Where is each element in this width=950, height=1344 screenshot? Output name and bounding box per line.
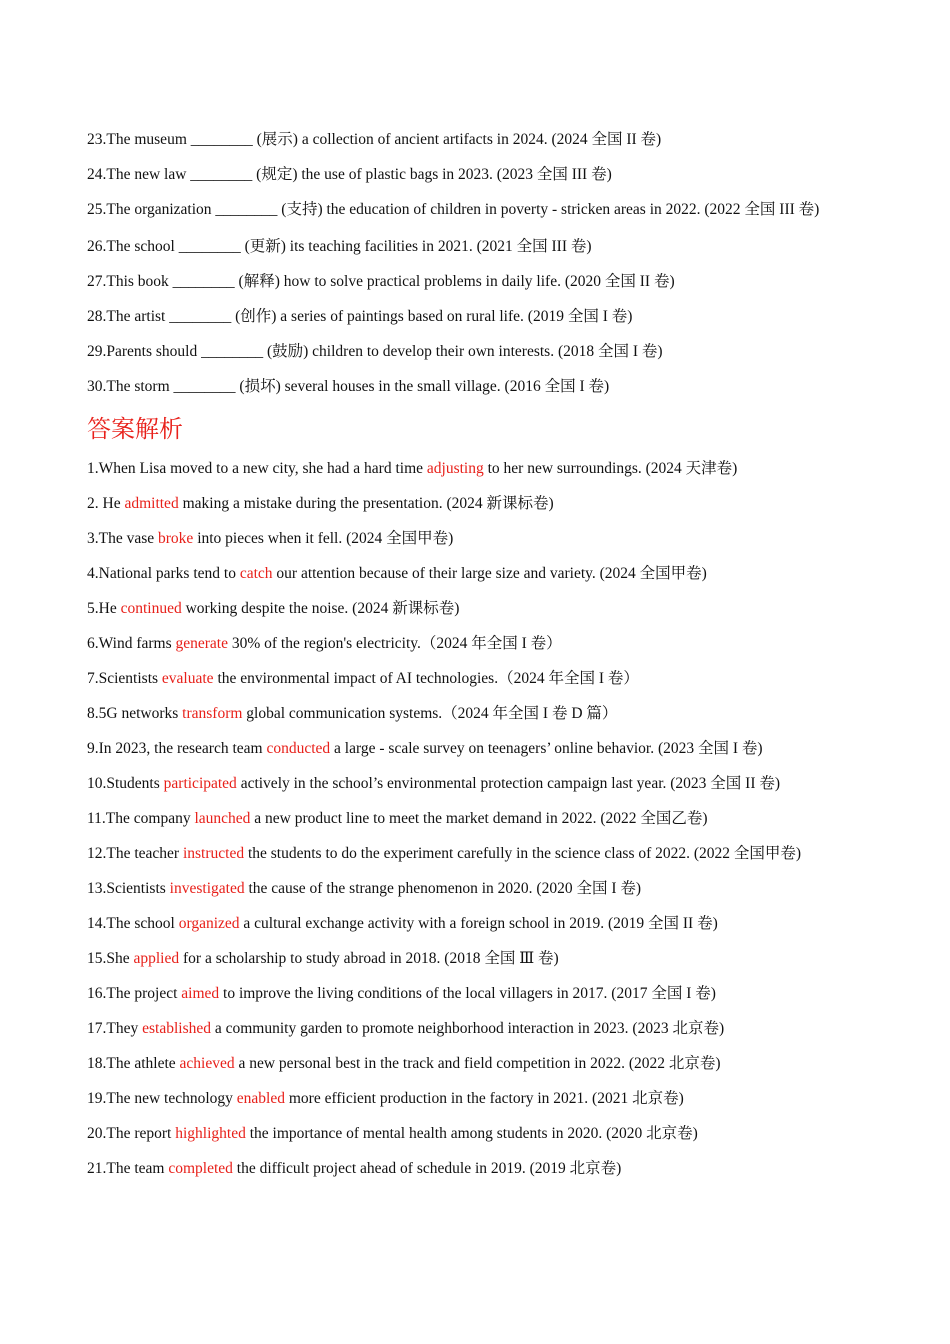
answer-item (87, 1081, 867, 1116)
answer-item (87, 626, 867, 661)
answer-suffix: a new product line to meet the market demand in 2022. (2022 全国乙卷) (250, 810, 708, 827)
answer-item (87, 1116, 867, 1151)
question-item: 27.This book ________ (解释) how to solve practical problems in daily life. (2020 全国 II 卷) (87, 273, 675, 290)
answer-word: catch (239, 565, 273, 582)
answer-suffix: working despite the noise. (2024 新课标卷) (181, 600, 460, 617)
answer-suffix: a new personal best in the track and field competition in 2022. (2022 北京卷) (234, 1055, 721, 1072)
answer-word: aimed (181, 985, 220, 1002)
answer-list (87, 451, 867, 1186)
answer-suffix: our attention because of their large size and variety. (2024 全国甲卷) (272, 565, 707, 582)
answer-suffix: for a scholarship to study abroad in 2018. (2018 全国 Ⅲ 卷) (179, 950, 559, 967)
answer-prefix: 21.The team (87, 1160, 169, 1177)
answer-word: launched (194, 810, 251, 827)
answer-word: conducted (266, 740, 331, 757)
answer-prefix: 9.In 2023, the research team (87, 740, 267, 757)
answer-suffix: the cause of the strange phenomenon in 2020. (2020 全国 I 卷) (244, 880, 642, 897)
answer-item (87, 486, 867, 521)
answer-word: highlighted (175, 1125, 246, 1142)
answer-suffix: the environmental impact of AI technologies.（2024 年全国 I 卷） (213, 670, 639, 687)
answer-prefix: 6.Wind farms (87, 635, 176, 652)
answer-item (87, 976, 867, 1011)
answer-section-title: 答案解析 (87, 415, 183, 443)
answer-suffix: actively in the school’s environmental protection campaign last year. (2023 全国 II 卷) (236, 775, 781, 792)
answer-item (87, 871, 867, 906)
answer-suffix: a large - scale survey on teenagers’ online behavior. (2023 全国 I 卷) (330, 740, 763, 757)
answer-word: continued (120, 600, 182, 617)
answer-suffix: the difficult project ahead of schedule in 2019. (2019 北京卷) (232, 1160, 622, 1177)
answer-word: investigated (169, 880, 245, 897)
question-item: 26.The school ________ (更新) its teaching facilities in 2021. (2021 全国 III 卷) (87, 238, 592, 255)
answer-item (87, 941, 867, 976)
answer-prefix: 7.Scientists (87, 670, 162, 687)
answer-item (87, 1151, 867, 1186)
answer-word: achieved (179, 1055, 235, 1072)
answer-word: enabled (236, 1090, 285, 1107)
answer-word: generate (175, 635, 228, 652)
answer-suffix: a cultural exchange activity with a foreign school in 2019. (2019 全国 II 卷) (239, 915, 718, 932)
answer-item (87, 1011, 867, 1046)
answer-item (87, 661, 867, 696)
answer-word: instructed (182, 845, 245, 862)
answer-item (87, 906, 867, 941)
answer-suffix: making a mistake during the presentation. (2024 新课标卷) (178, 495, 554, 512)
answer-word: adjusting (426, 460, 484, 477)
answer-prefix: 17.They (87, 1020, 143, 1037)
answer-suffix: more efficient production in the factory in 2021. (2021 北京卷) (285, 1090, 684, 1107)
answer-prefix: 8.5G networks (87, 705, 183, 722)
answer-item (87, 556, 867, 591)
answer-suffix: to her new surroundings. (2024 天津卷) (483, 460, 738, 477)
answer-word: applied (133, 950, 180, 967)
answer-word: organized (178, 915, 240, 932)
answer-item (87, 731, 867, 766)
answer-prefix: 2. He (87, 495, 125, 512)
question-item: 23.The museum ________ (展示) a collection of ancient artifacts in 2024. (2024 全国 II 卷) (87, 131, 662, 148)
answer-item (87, 801, 867, 836)
question-item: 28.The artist ________ (创作) a series of paintings based on rural life. (2019 全国 I 卷) (87, 308, 633, 325)
answer-item (87, 766, 867, 801)
answer-word: participated (163, 775, 237, 792)
answer-prefix: 14.The school (87, 915, 179, 932)
question-item: 24.The new law ________ (规定) the use of plastic bags in 2023. (2023 全国 III 卷) (87, 166, 612, 183)
answer-suffix: global communication systems.（2024 年全国 I 卷 D 篇） (242, 705, 618, 722)
answer-prefix: 12.The teacher (87, 845, 183, 862)
answer-word: evaluate (161, 670, 214, 687)
question-list (87, 122, 867, 404)
answer-suffix: the importance of mental health among students in 2020. (2020 北京卷) (245, 1125, 698, 1142)
answer-prefix: 4.National parks tend to (87, 565, 240, 582)
answer-item (87, 696, 867, 731)
question-item: 30.The storm ________ (损坏) several houses in the small village. (2016 全国 I 卷) (87, 378, 610, 395)
answer-word: established (142, 1020, 211, 1037)
answer-suffix: 30% of the region's electricity.（2024 年全国 I 卷） (227, 635, 562, 652)
answer-item (87, 1046, 867, 1081)
answer-item (87, 521, 867, 556)
answer-prefix: 16.The project (87, 985, 182, 1002)
document-page (87, 122, 867, 1186)
answer-prefix: 13.Scientists (87, 880, 170, 897)
question-item: 25.The organization ________ (支持) the education of children in poverty - stricken areas in 2022. (2022 全国 III 卷) (87, 201, 820, 218)
answer-prefix: 5.He (87, 600, 121, 617)
answer-item (87, 451, 867, 486)
answer-prefix: 10.Students (87, 775, 164, 792)
answer-item (87, 836, 867, 871)
answer-prefix: 3.The vase (87, 530, 159, 547)
answer-word: transform (182, 705, 243, 722)
answer-suffix: the students to do the experiment carefully in the science class of 2022. (2022 全国甲卷) (244, 845, 802, 862)
answer-prefix: 1.When Lisa moved to a new city, she had a hard time (87, 460, 427, 477)
answer-word: completed (168, 1160, 233, 1177)
answer-suffix: a community garden to promote neighborhood interaction in 2023. (2023 北京卷) (210, 1020, 725, 1037)
answer-word: broke (158, 530, 194, 547)
answer-prefix: 19.The new technology (87, 1090, 237, 1107)
answer-suffix: to improve the living conditions of the local villagers in 2017. (2017 全国 I 卷) (219, 985, 716, 1002)
question-item: 29.Parents should ________ (鼓励) children to develop their own interests. (2018 全国 I 卷) (87, 343, 663, 360)
answer-prefix: 11.The company (87, 810, 195, 827)
answer-prefix: 15.She (87, 950, 134, 967)
answer-suffix: into pieces when it fell. (2024 全国甲卷) (193, 530, 454, 547)
answer-item (87, 591, 867, 626)
answer-word: admitted (124, 495, 179, 512)
answer-prefix: 20.The report (87, 1125, 176, 1142)
answer-prefix: 18.The athlete (87, 1055, 180, 1072)
